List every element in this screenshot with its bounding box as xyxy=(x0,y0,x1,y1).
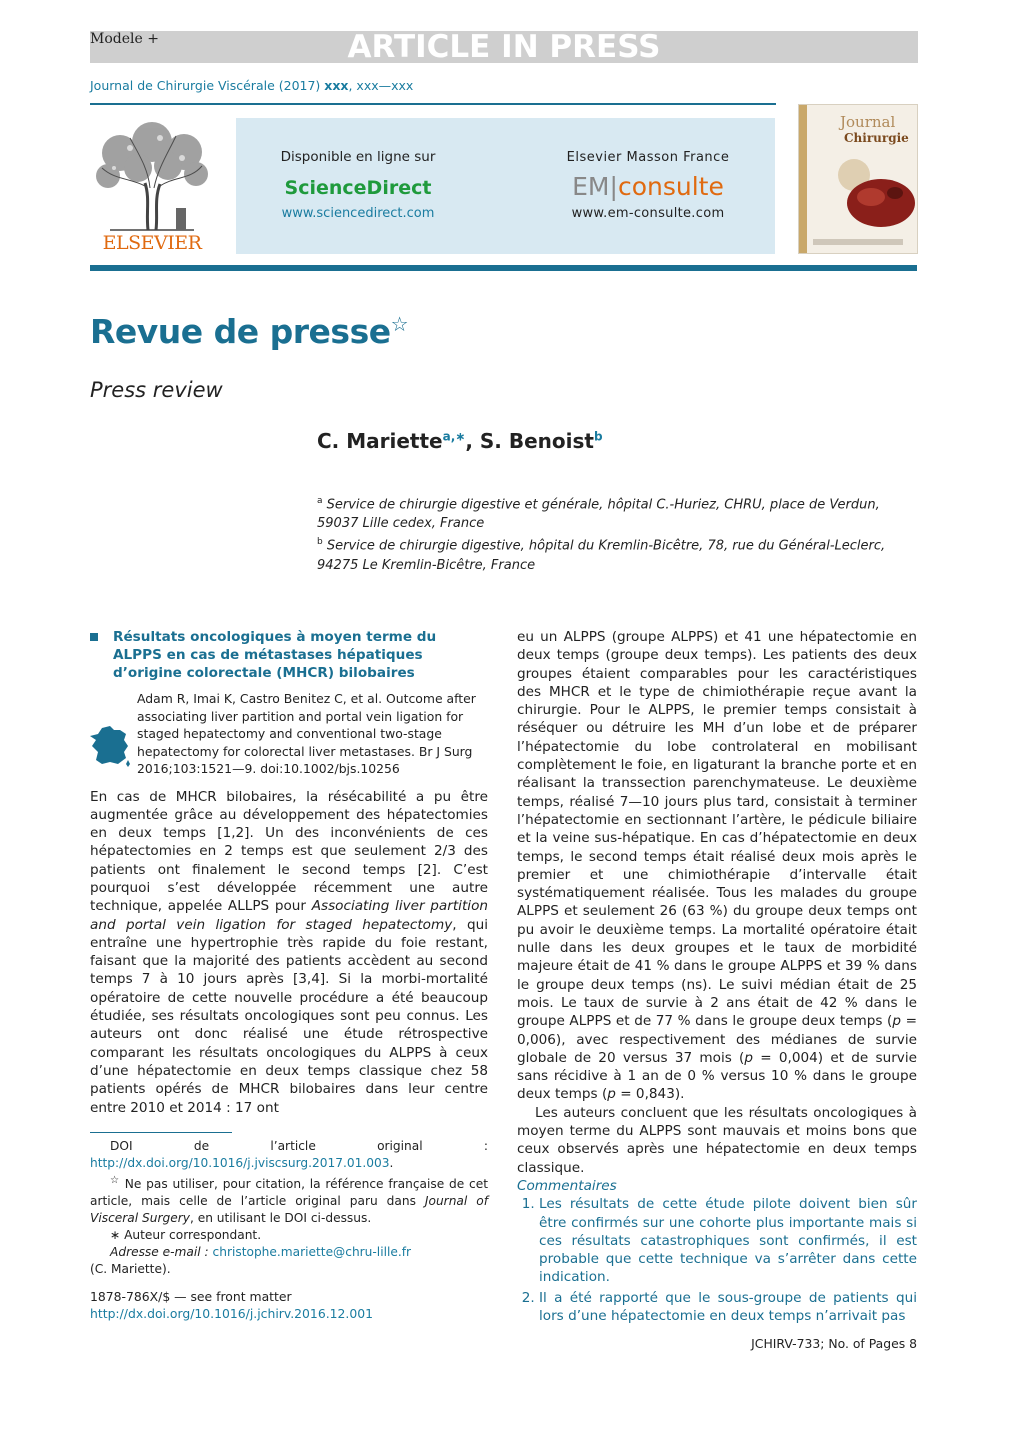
journal-citation: Journal de Chirurgie Viscérale (2017) xxx, xxx—xxx xyxy=(90,78,414,93)
affiliation-b: $^b$ Service de chirurgie digestive, hôpital du Kremlin-Bicêtre, 78, rue du Général-Leclerc, 94275 Le Kremlin-Bicêtre, France xyxy=(317,537,886,573)
footnote-rule xyxy=(90,1132,232,1133)
footnote-star: ☆ Ne pas utiliser, pour citation, la référence française de cet article, mais celle de l’article original paru dans Journal of Visceral Surgery, en utilisant le DOI ci-dessus. xyxy=(90,1175,488,1226)
france-map-icon xyxy=(88,724,132,768)
comments-list xyxy=(517,1195,917,1325)
issn-block xyxy=(90,1288,373,1322)
available-online-label: Disponible en ligne sur xyxy=(280,149,436,165)
section-heading: Résultats oncologiques à moyen terme du ALPPS en cas de métastases hépatiques d’origine colorectale (MHCR) bilobaires xyxy=(90,628,488,682)
email-link[interactable]: christophe.mariette@chru-lille.fr xyxy=(212,1245,412,1260)
footnotes xyxy=(90,1138,488,1278)
comment-item: 1. Les résultats de cette étude pilote doivent bien sûr être confirmés sur une cohorte plus importante mais si ces résultats catastrophiques sont confirmés, il est probable que cette technique va s’arrêter dans cette indication. xyxy=(539,1195,917,1286)
original-doi-link[interactable]: http://dx.doi.org/10.1016/j.jviscsurg.2017.01.003 xyxy=(90,1156,390,1170)
title-footnote-mark[interactable]: ☆ xyxy=(390,312,409,336)
em-publisher-label: Elsevier Masson France xyxy=(566,150,730,165)
article-title: Revue de presse☆ xyxy=(90,312,409,351)
issn-line: 1878-786X/$ — see front matter xyxy=(90,1289,292,1304)
body-text-right: eu un ALPPS (groupe ALPPS) et 41 une hépatectomie en deux temps (groupe deux temps). Les patients des deux groupes étaient comparables pour les caractéristiques des MHCR et le type de chimiothérapie reçue avant la chirurgie. Pour le ALPPS, le premier temps consistait à réséquer ou détruire les MH d’un lobe et de préparer l’hépatectomie du lobe controlateral en mobilisant complètement le foie, en ligaturant la branche porte et en réalisant la transsection parenchymateuse. Le deuxième temps, réalisé 7—10 jours plus tard, consistait à terminer l’hépatectomie en sectionnant l’artère, le pédicule biliaire et la veine sus-hépatique. En cas d’hépatectomie en deux temps, le second temps était réalisé deux mois après le premier et une chimiothérapie d’intervalle était systématiquement réalisée. Tous les malades du groupe ALPPS et seulement 26 (63 %) du groupe deux temps ont pu avoir le deuxième temps. La mortalité opératoire était nulle dans les deux groupes et le taux de morbidité majeure était de 41 % dans le groupe ALPPS et 39 % dans le groupe deux temps (ns). Le suivi médian était de 25 mois. Le taux de survie à 2 ans était de 42 % dans le groupe ALPPS et de 77 % dans le groupe deux temps (p = 0,006), avec respectivement des médianes de survie globale de 20 versus 37 mois (p = 0,004) et de survie sans récidive à 1 an de 0 % versus 10 % dans le groupe deux temps (p = 0,843). xyxy=(517,629,917,1103)
em-consulte-link[interactable]: www.em-consulte.com xyxy=(571,206,725,221)
author-list: C. Mariette$^{a,∗}$, S. Benoist$^b$ xyxy=(317,429,603,453)
sciencedirect-link[interactable]: www.sciencedirect.com xyxy=(281,206,435,221)
footnote-email: Adresse e-mail : christophe.mariette@chru-lille.fr xyxy=(110,1245,412,1260)
section-square-icon xyxy=(90,633,98,641)
sciencedirect-logo: ScienceDirect xyxy=(284,177,432,199)
em-consulte-logo: EM|consulte xyxy=(572,172,724,201)
conclusion-paragraph: Les auteurs concluent que les résultats oncologiques à moyen terme du ALPPS sont mauvais et moins bons que ceux observés après une hépatectomie en deux temps classique. xyxy=(517,1104,917,1176)
elsevier-wordmark: ELSEVIER xyxy=(102,232,202,254)
footnote-email-name: (C. Mariette). xyxy=(90,1262,171,1277)
article-doi-link[interactable]: http://dx.doi.org/10.1016/j.jchirv.2016.12.001 xyxy=(90,1306,373,1321)
author2-affiliation-mark[interactable]: b xyxy=(593,429,603,444)
author1-affiliation-mark[interactable]: a,∗ xyxy=(442,429,466,444)
affiliations xyxy=(317,492,907,575)
header-rule xyxy=(90,103,776,105)
right-column xyxy=(517,628,917,1327)
cover-journal-subtitle: Chirurgie xyxy=(844,131,909,145)
article-in-press-text: ARTICLE IN PRESS xyxy=(347,29,661,65)
footnote-corresponding: ∗ Auteur correspondant. xyxy=(110,1228,262,1243)
page-identifier: JCHIRV-733; No. of Pages 8 xyxy=(751,1336,917,1351)
article-subtitle: Press review xyxy=(90,378,223,402)
body-text-left: En cas de MHCR bilobaires, la résécabilité a pu être augmentée grâce au développement des hépatectomies en deux temps [1,2]. Un des inconvénients de ces hépatectomies en 2 temps est que seulement 2/3 des patients ont finalement le second temps [2]. C’est pourquoi s’est développée récemment une autre technique, appelée ALLPS pour Associating liver partition and portal vein ligation for staged hepatectomy, qui entraîne une hypertrophie très rapide du foie restant, faisant que la majorité des patients accèdent au second temps 7 à 10 jours après [3,4]. Si la morbi-mortalité opératoire de cette nouvelle procédure a été beaucoup étudiée, ses résultats oncologiques sont peu connus. Les auteurs ont donc réalisé une étude rétrospective comparant les résultats oncologiques du ALPPS à ceux d’une hépatectomie en deux temps classique chez 58 patients opérés de MHCR bilobaires dans leur centre entre 2010 et 2014 : 17 ont xyxy=(90,788,489,1116)
comment-item: 2. Il a été rapporté que le sous-groupe de patients qui lors d’une hépatectomie en deux temps n’arrivait pas xyxy=(539,1289,917,1326)
cover-journal-title: Journal xyxy=(840,113,896,131)
comments-heading: Commentaires xyxy=(517,1177,617,1194)
footnote-doi: DOI de l’article original : http://dx.doi.org/10.1016/j.jviscsurg.2017.01.003. xyxy=(90,1139,488,1170)
modele-label: Modele + xyxy=(90,31,159,47)
affiliation-a: $^a$ Service de chirurgie digestive et générale, hôpital C.-Huriez, CHRU, place de Verdun, 59037 Lille cedex, France xyxy=(317,496,880,532)
left-column xyxy=(90,628,488,1117)
header-thick-rule xyxy=(90,265,917,271)
reference-citation: Adam R, Imai K, Castro Benitez C, et al. Outcome after associating liver partition and portal vein ligation for staged hepatectomy and conventional two-stage hepatectomy for colorectal liver metastases. Br J Surg 2016;103:1521—9. doi:10.1002/bjs.10256 xyxy=(90,690,488,778)
